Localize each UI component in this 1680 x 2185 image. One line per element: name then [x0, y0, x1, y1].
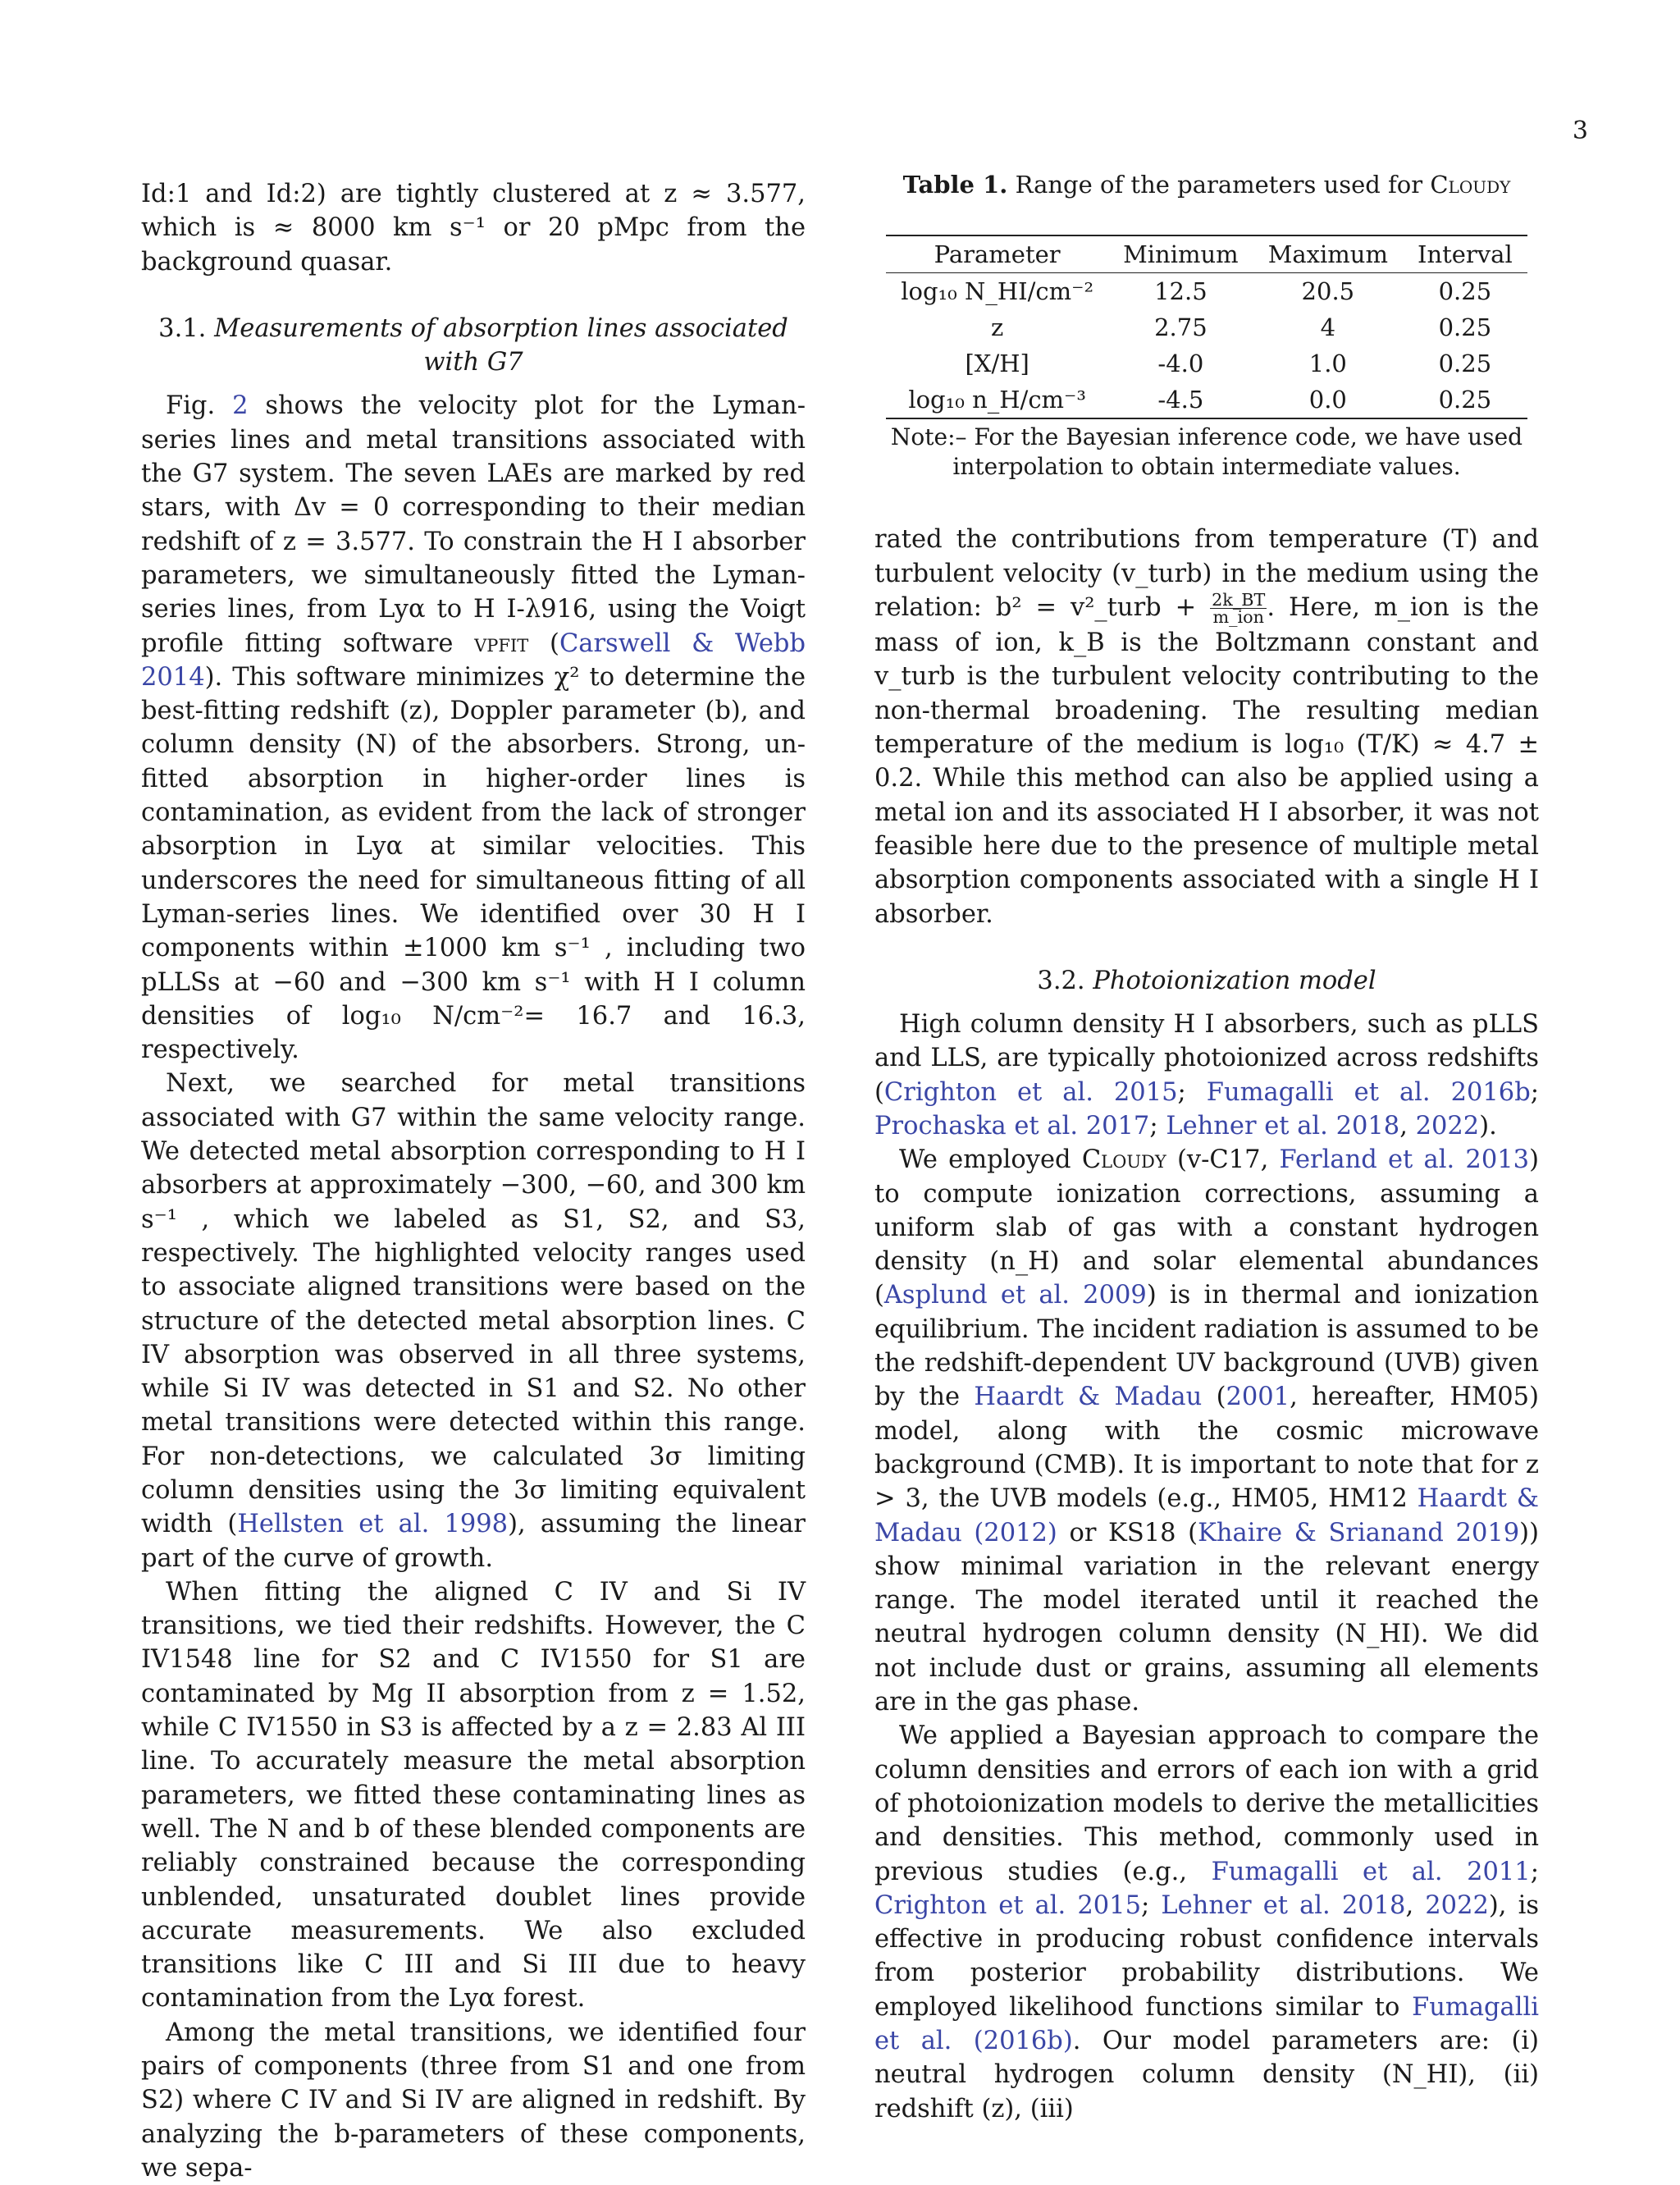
citation-link[interactable]: Khaire & Srianand 2019	[1198, 1518, 1520, 1547]
text: ), is effective in producing robust confidence intervals from posterior probability distributions. We employed likelihood functions similar to	[874, 1890, 1540, 2022]
citation-link[interactable]: Ferland et al. 2013	[1279, 1145, 1530, 1175]
citation-link[interactable]: Fumagalli et al. 2016b	[1206, 1077, 1531, 1107]
text: ), assuming the linear part of the curve of growth.	[141, 1510, 806, 1573]
text: shows the velocity plot for the Lyman-series lines and metal transitions associated with the G7 system. The seven LAEs are marked by red stars, with Δv = 0 corresponding to their median redshift of z = 3.577. To constrain the H I absorber parameters, we simultaneously fitted the Lyman-series lines, from Lyα to H I-λ916, using the Voigt profile fitting software	[141, 391, 806, 658]
table-cell: -4.5	[1108, 382, 1253, 418]
table-row	[886, 382, 1527, 418]
table-cell: 20.5	[1301, 277, 1355, 306]
citation-link[interactable]: Asplund et al. 2009	[883, 1281, 1147, 1310]
fraction-numerator: 2k_BT	[1212, 589, 1266, 610]
section-title: Photoionization model	[1093, 966, 1376, 995]
fraction-denominator: m_ion	[1212, 607, 1264, 628]
table-cell: -4.0	[1157, 350, 1204, 378]
citation-link[interactable]: 2022	[1415, 1111, 1480, 1140]
citation-link[interactable]: Prochaska et al. 2017	[874, 1111, 1150, 1140]
text: We employed	[899, 1145, 1071, 1175]
table-label: Table 1.	[902, 171, 1008, 199]
figure-link[interactable]: 2	[232, 391, 249, 421]
column-header: Maximum	[1253, 235, 1403, 273]
table-note: Note:– For the Bayesian inference code, we have used interpolation to obtain intermediate values.	[890, 423, 1523, 481]
software-name: Cloudy	[1081, 1145, 1166, 1175]
section-number: 3.1.	[158, 313, 207, 343]
citation-link[interactable]: Fumagalli et al. (2016b)	[874, 1992, 1540, 2055]
table-row	[886, 273, 1527, 310]
paragraph-bayesian: We applied a Bayesian approach to compare the column densities and errors of each ion with a grid of photoionization models to derive the metallicities and densities. This method, commonly used in previous studies (e.g., Fumagalli et al. 2011; Crighton et al. 2015; Lehner et al. 2018, 2022), is effective in producing robust confidence intervals from posterior probability distributions. We employed likelihood functions similar to Fumagalli et al. (2016b). Our model parameters are: (i) neutral hydrogen column density (N_HI), (ii) redshift (z), (iii)	[874, 1721, 1540, 2123]
text: . Here, m_ion is the mass of ion, k_B is the Boltzmann constant and v_turb is the turbulent velocity contributing to the non-thermal broadening. The resulting median temperature of the medium is log₁₀ (T/K) ≈ 4.7 ± 0.2. While this method can also be applied using a metal ion and its associated H I absorber, it was not feasible here due to the presence of multiple metal absorption components associated with a single H I absorber.	[874, 592, 1539, 929]
section-3-1-heading	[141, 312, 806, 380]
table-cell: 1.0	[1308, 350, 1347, 378]
text: ) to compute ionization corrections, assuming a uniform slab of gas with a constant hydrogen density (n_H) and solar elemental abundances (	[874, 1145, 1539, 1310]
paragraph-fitting: When fitting the aligned C IV and Si IV transitions, we tied their redshifts. However, the C IV1548 line for S2 and C IV1550 for S1 are contaminated by Mg II absorption from z = 1.52, while C IV1550 in S3 is affected by a z = 2.83 Al III line. To accurately measure the metal absorption parameters, we fitted these contaminating lines as well. The N and b of these blended components are reliably constrained because the corresponding unblended, unsaturated doublet lines provide accurate measurements. We also excluded transitions like C III and Si III due to heavy contamination from the Lyα forest.	[141, 1577, 806, 2014]
column-header: Interval	[1403, 235, 1527, 273]
table-cell: 0.25	[1403, 382, 1527, 418]
citation-link[interactable]: Lehner et al. 2018	[1161, 1890, 1406, 1920]
intro-paragraph: Id:1 and Id:2) are tightly clustered at z ≈ 3.577, which is ≈ 8000 km s⁻¹ or 20 pMpc from the background quasar.	[141, 180, 806, 277]
text: . Our model parameters are: (i) neutral hydrogen column density (N_HI), (ii) redshift (z), (iii)	[874, 2027, 1539, 2123]
section-3-2-heading	[874, 964, 1539, 998]
citation-link[interactable]: Lehner et al. 2018	[1166, 1111, 1400, 1140]
page-number: 3	[1572, 117, 1588, 145]
paragraph-photoionized: High column density H I absorbers, such as pLLS and LLS, are typically photoionized across redshifts (Crighton et al. 2015; Fumagalli et al. 2016b; Prochaska et al. 2017; Lehner et al. 2018, 2022).	[874, 1010, 1539, 1140]
text: , hereafter, HM05) model, along with the cosmic microwave background (CMB). It is important to note that for z > 3, the UVB models (e.g., HM05, HM12	[874, 1383, 1539, 1514]
text: High column density H I absorbers, such as pLLS and LLS, are typically photoionized across redshifts (	[874, 1010, 1539, 1107]
fraction	[1210, 589, 1267, 628]
table-cell: 0.25	[1438, 277, 1492, 306]
section-number: 3.2.	[1037, 966, 1085, 995]
text: Fig.	[166, 391, 216, 421]
citation-link[interactable]: Haardt & Madau (2012)	[874, 1484, 1539, 1547]
table-cell: log₁₀ n_H/cm⁻³	[886, 382, 1108, 418]
paragraph-components: Among the metal transitions, we identified four pairs of components (three from S1 and one from S2) where C IV and Si IV are aligned in redshift. By analyzing the b-parameters of these components, we sepa-	[141, 2018, 806, 2183]
table-cell: 4	[1320, 313, 1336, 342]
software-name: Cloudy	[1430, 171, 1511, 199]
caption-text: Range of the parameters used for	[1015, 171, 1423, 199]
table-cell: 12.5	[1154, 277, 1208, 306]
column-header: Parameter	[886, 235, 1108, 273]
right-column	[874, 168, 1539, 2126]
text: ).	[1479, 1111, 1497, 1140]
citation-link[interactable]: 2022	[1425, 1890, 1489, 1920]
text: or KS18 (	[1069, 1518, 1198, 1547]
text: (v-C17,	[1176, 1145, 1269, 1175]
left-column	[141, 177, 806, 2185]
table-header-row	[886, 235, 1527, 273]
text: Next, we searched for metal transitions associated with G7 within the same velocity range. We detected metal absorption corresponding to H I absorbers at approximately −300, −60, and 300 km s⁻¹ , which we labeled as S1, S2, and S3, respectively. The highlighted velocity ranges used to associate aligned transitions were based on the structure of the detected metal absorption lines. C IV absorption was observed in all three systems, while Si IV was detected in S1 and S2. No other metal transitions were detected within this range. For non-detections, we calculated 3σ limiting column densities using the 3σ limiting equivalent width (	[141, 1069, 806, 1539]
table-row	[886, 309, 1527, 345]
table-cell: 0.25	[1438, 313, 1492, 342]
software-name: vpfit	[474, 629, 529, 658]
column-header: Minimum	[1108, 235, 1253, 273]
paragraph-velocity-plot: Fig. 2 shows the velocity plot for the Lyman-series lines and metal transitions associated with the G7 system. The seven LAEs are marked by red stars, with Δv = 0 corresponding to their median redshift of z = 3.577. To constrain the H I absorber parameters, we simultaneously fitted the Lyman-series lines, from Lyα to H I-λ916, using the Voigt profile fitting software vpfit (Carswell & Webb 2014). This software minimizes χ² to determine the best-fitting redshift (z), Doppler parameter (b), and column density (N) of the absorbers. Strong, un-fitted absorption in higher-order lines is contamination, as evident from the lack of stronger absorption in Lyα at similar velocities. This underscores the need for simultaneous fitting of all Lyman-series lines. We identified over 30 H I components within ±1000 km s⁻¹ , including two pLLSs at −60 and −300 km s⁻¹ with H I column densities of log₁₀ N/cm⁻²= 16.7 and 16.3, respectively.	[141, 391, 806, 1065]
citation-link[interactable]: Hellsten et al. 1998	[237, 1510, 509, 1539]
citation-link[interactable]: Crighton et al. 2015	[883, 1077, 1178, 1107]
text: )) show minimal variation in the relevant energy range. The model iterated until it reached the neutral hydrogen column density (N_HI). We did not include dust or grains, assuming all elements are in the gas phase.	[874, 1518, 1539, 1717]
paragraph-cloudy: We employed Cloudy (v-C17, Ferland et al. 2013) to compute ionization corrections, assuming a uniform slab of gas with a constant hydrogen density (n_H) and solar elemental abundances (Asplund et al. 2009) is in thermal and ionization equilibrium. The incident radiation is assumed to be the redshift-dependent UV background (UVB) given by the Haardt & Madau (2001, hereafter, HM05) model, along with the cosmic microwave background (CMB). It is important to note that for z > 3, the UVB models (e.g., HM05, HM12 Haardt & Madau (2012) or KS18 (Khaire & Srianand 2019)) show minimal variation in the relevant energy range. The model iterated until it reached the neutral hydrogen column density (N_HI). We did not include dust or grains, assuming all elements are in the gas phase.	[874, 1145, 1539, 1717]
text: rated the contributions from temperature (T) and turbulent velocity (v_turb) in the medium using the relation: b² = v²_turb +	[874, 525, 1539, 622]
text: We applied a Bayesian approach to compare the column densities and errors of each ion with a grid of photoionization models to derive the metallicities and densities. This method, commonly used in previous studies (e.g.,	[874, 1721, 1539, 1886]
table-cell: [X/H]	[965, 350, 1029, 378]
citation-link[interactable]: Haardt & Madau	[974, 1383, 1203, 1412]
table-cell: 0.0	[1253, 382, 1403, 418]
table-cell: 0.25	[1438, 350, 1492, 378]
text: ). This software minimizes χ² to determine the best-fitting redshift (z), Doppler parameter (b), and column density (N) of the absorbers. Strong, un-fitted absorption in higher-order lines is contamination, as evident from the lack of stronger absorption in Lyα at similar velocities. This underscores the need for simultaneous fitting of all Lyman-series lines. We identified over 30 H I components within ±1000 km s⁻¹ , including two pLLSs at −60 and −300 km s⁻¹ with H I column densities of log₁₀ N/cm⁻²= 16.7 and 16.3, respectively.	[141, 662, 806, 1065]
citation-link[interactable]: 2001	[1226, 1383, 1290, 1412]
table-row	[886, 345, 1527, 382]
table-cell: log₁₀ N_HI/cm⁻²	[901, 277, 1094, 306]
citation-link[interactable]: Fumagalli et al. 2011	[1211, 1857, 1531, 1886]
citation-link[interactable]: Carswell & Webb 2014	[141, 629, 806, 692]
table-cell: 2.75	[1154, 313, 1208, 342]
citation-link[interactable]: Crighton et al. 2015	[874, 1890, 1141, 1920]
paragraph-metal-transitions	[141, 1067, 806, 1575]
paragraph-temperature	[874, 523, 1539, 931]
section-title: Measurements of absorption lines associated with G7	[214, 313, 788, 377]
text: ) is in thermal and ionization equilibrium. The incident radiation is assumed to be the redshift-dependent UV background (UVB) given by the	[874, 1281, 1539, 1412]
parameter-table	[886, 235, 1527, 419]
table-cell: z	[991, 313, 1004, 342]
table-caption	[874, 168, 1539, 202]
